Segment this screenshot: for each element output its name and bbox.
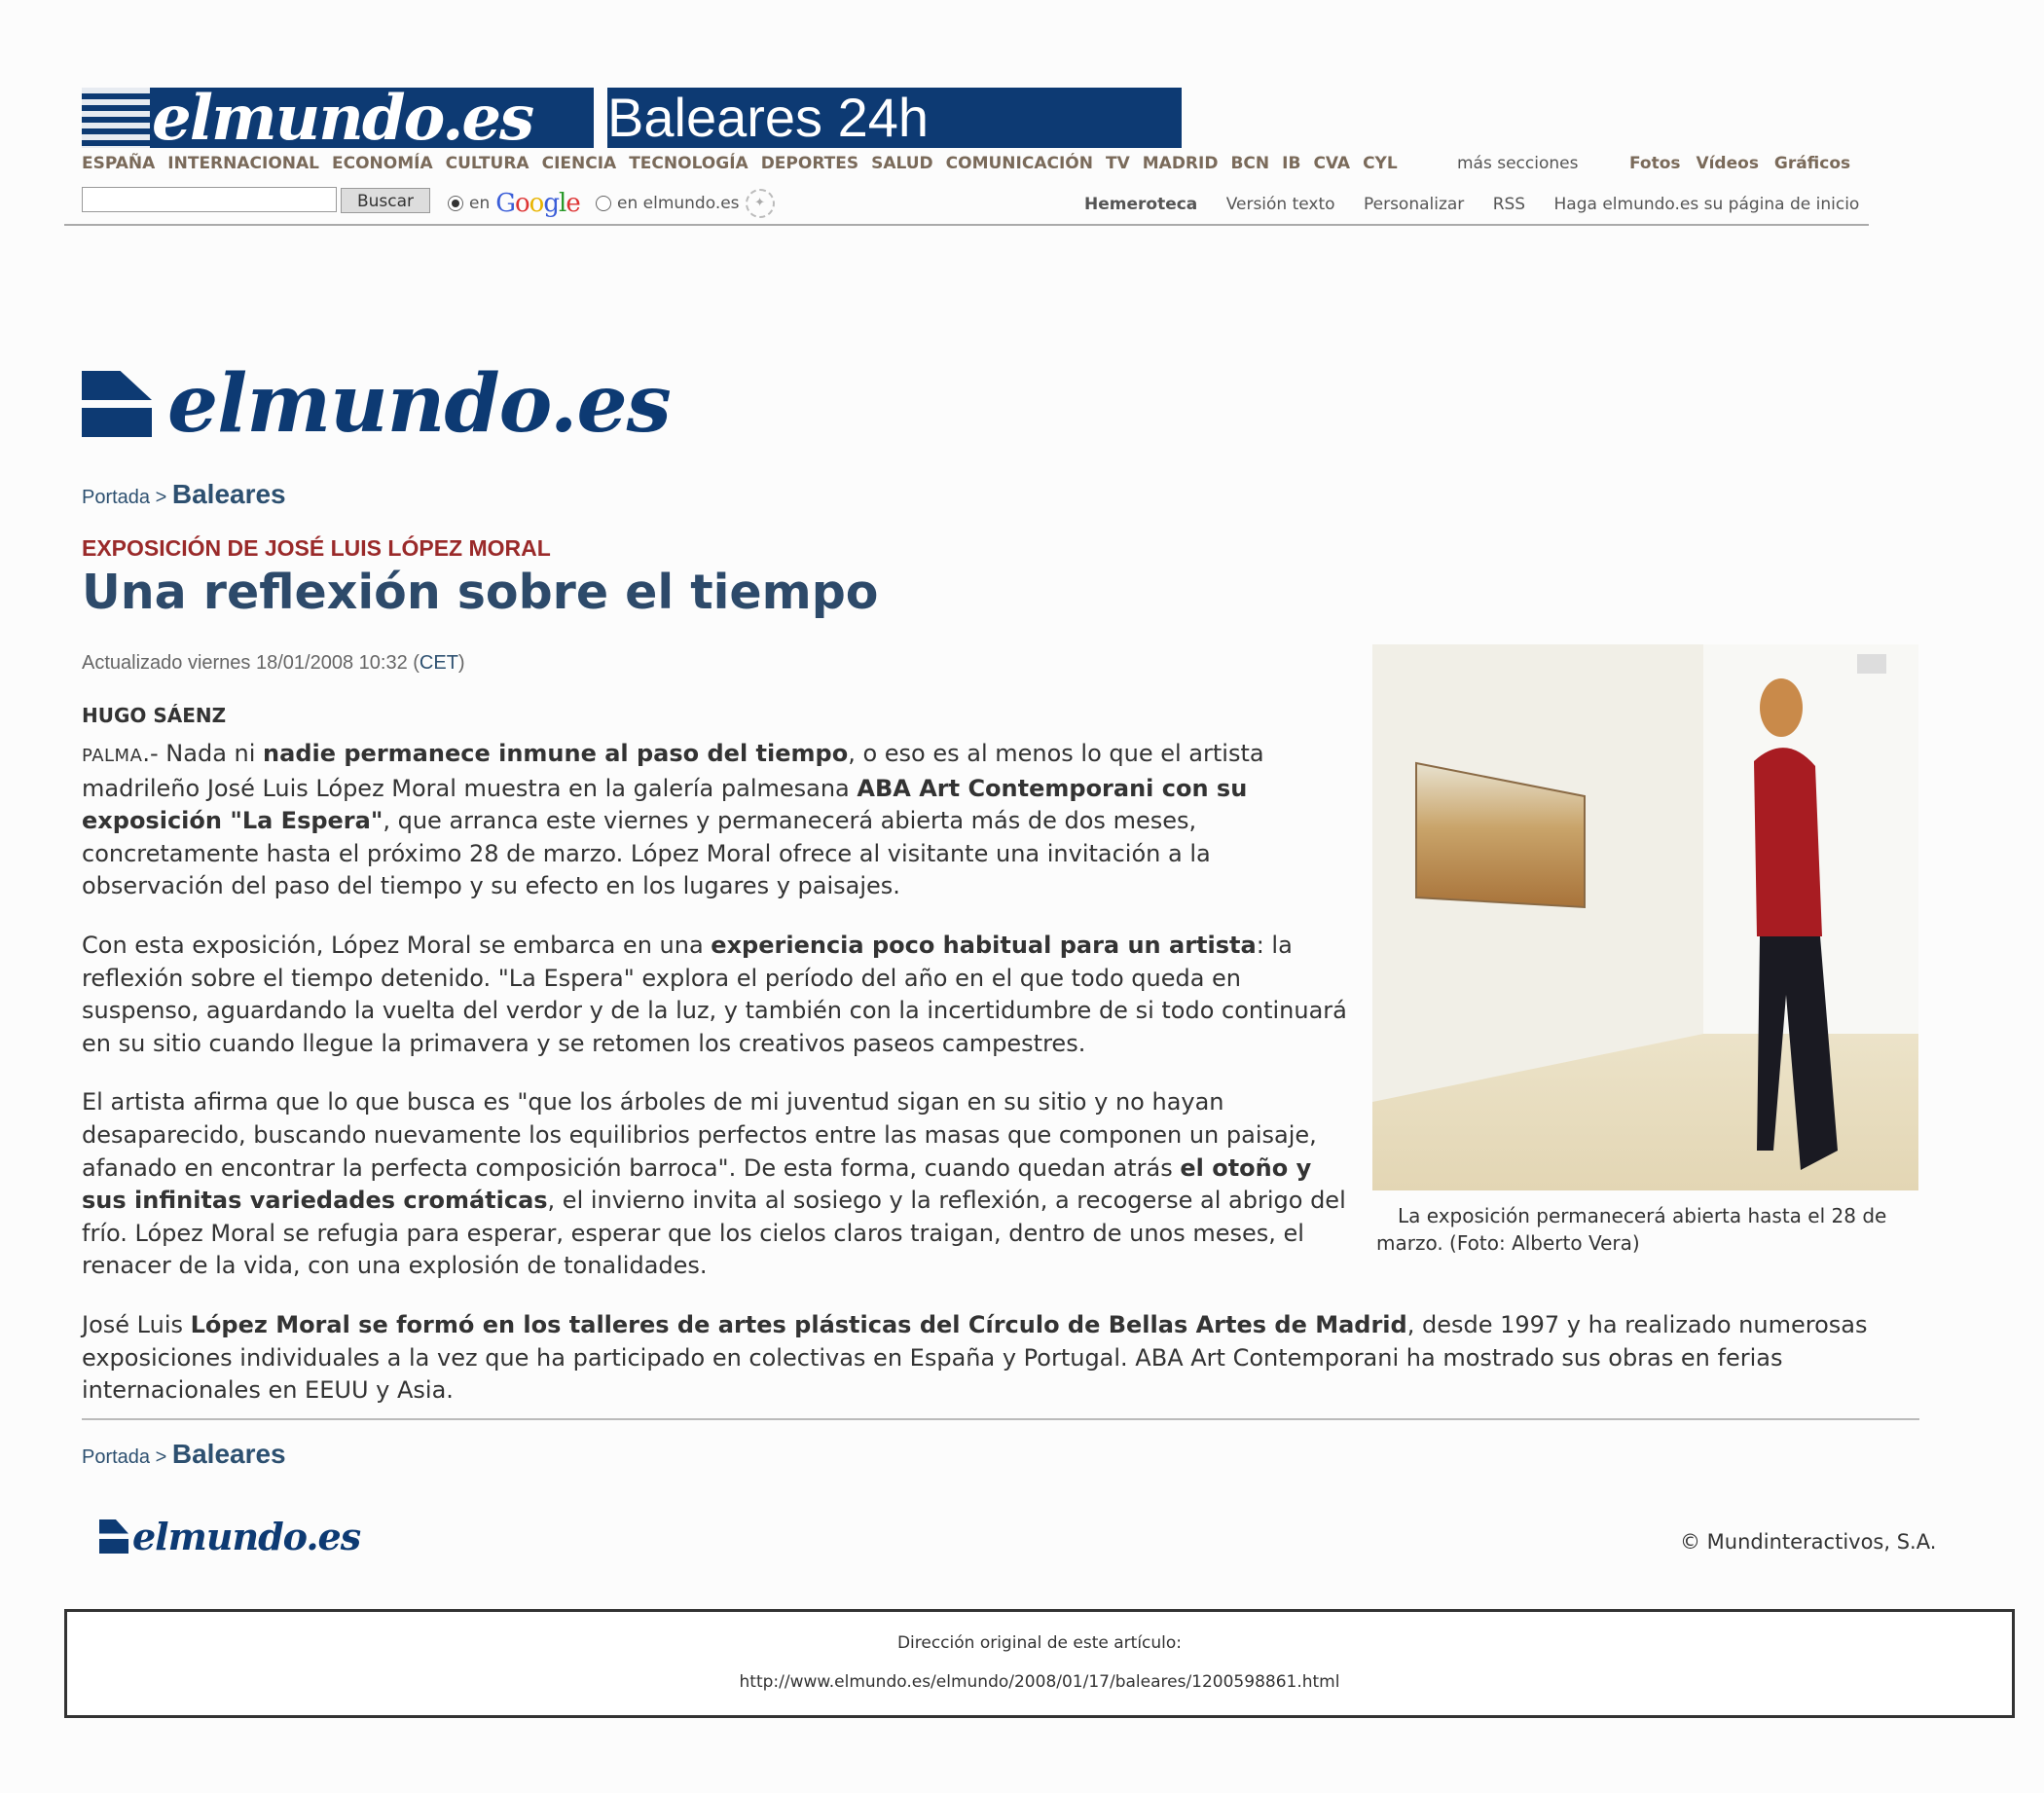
timezone-link[interactable]: CET	[419, 652, 458, 674]
article-updated	[82, 652, 465, 675]
footer-logo-text: elmundo.es	[132, 1515, 361, 1558]
personalize-link[interactable]: Personalizar	[1363, 195, 1465, 214]
article-city: PALMA	[82, 746, 143, 766]
nav-item-7[interactable]: SALUD	[871, 154, 933, 173]
search-button[interactable]: Buscar	[341, 188, 430, 213]
nav-item-9[interactable]: TV	[1105, 154, 1130, 173]
breadcrumb-home[interactable]: Portada	[82, 487, 151, 508]
elmundo-option-label: en elmundo.es	[617, 194, 740, 213]
nav-item-4[interactable]: CIENCIA	[541, 154, 617, 173]
nav-item-12[interactable]: IB	[1282, 154, 1301, 173]
text-version-link[interactable]: Versión texto	[1225, 195, 1335, 214]
nav-item-14[interactable]: CYL	[1363, 154, 1398, 173]
updated-text: Actualizado viernes 18/01/2008 10:32 (	[82, 652, 420, 674]
radio-elmundo[interactable]	[596, 196, 611, 211]
breadcrumb-home[interactable]: Portada	[82, 1446, 151, 1468]
breadcrumb-section[interactable]: Baleares	[171, 1439, 286, 1469]
homepage-link[interactable]: Haga elmundo.es su página de inicio	[1553, 195, 1860, 214]
videos-link[interactable]: Vídeos	[1696, 154, 1759, 173]
nav-item-11[interactable]: BCN	[1230, 154, 1270, 173]
nav-item-13[interactable]: CVA	[1313, 154, 1351, 173]
article-paragraph-1	[82, 738, 1347, 903]
search-option-elmundo[interactable]	[596, 189, 775, 218]
photo-caption: La exposición permanecerá abierta hasta el 28 de marzo. (Foto: Alberto Vera)	[1376, 1204, 1887, 1255]
original-url[interactable]: http://www.elmundo.es/elmundo/2008/01/17/baleares/1200598861.html	[739, 1672, 1340, 1692]
nav-item-1[interactable]: INTERNACIONAL	[167, 154, 320, 173]
breadcrumb-section[interactable]: Baleares	[171, 479, 286, 509]
nav-item-8[interactable]: COMUNICACIÓN	[945, 154, 1093, 173]
elmundo-footer-logo[interactable]	[99, 1515, 360, 1558]
original-url-label: Dirección original de este artículo:	[896, 1633, 1183, 1653]
nav-items	[82, 154, 1410, 173]
article-paragraph-3: El artista afirma que lo que busca es "que los árboles de mi juventud sigan en su sitio y no hayan desaparecido, buscando nuevamente los equilibrios perfectos entre las masas que componen un paisaje, afanado en encontrar la perfecta composición barroca". De esta forma, cuando quedan atrás el otoño y sus infinitas variedades cromáticas, el invierno invita al sosiego y la reflexión, a recogerse al abrigo del frío. López Moral se refugia para esperar, esperar que los cielos claros traigan, dentro de unos meses, el renacer de la vida, con una explosión de tonalidades.	[82, 1088, 1346, 1280]
graficos-link[interactable]: Gráficos	[1773, 154, 1851, 173]
nav-item-6[interactable]: DEPORTES	[760, 154, 859, 173]
elmundo-seal-icon: ✦	[746, 189, 775, 218]
gallery-photo-illustration	[1372, 644, 1918, 1190]
header-divider	[64, 224, 1869, 226]
section-nav	[82, 154, 1873, 177]
logo-mark-icon	[82, 371, 152, 437]
masthead-logo-text: elmundo.es	[167, 357, 671, 451]
paragraph-1-text: .- Nada ni nadie permanece inmune al paso del tiempo, o eso es al menos lo que el artista madrileño José Luis López Moral muestra en la galería palmesana ABA Art Contemporani con su exposición "La Espera", que arranca este viernes y permanecerá abierta más de dos meses, concretamente hasta el próximo 28 de marzo. López Moral ofrece al visitante una invitación a la observación del paso del tiempo y su efecto en los lugares y paisajes.	[82, 740, 1264, 900]
search-input[interactable]	[82, 187, 337, 212]
breadcrumb-separator: >	[155, 487, 167, 508]
nav-item-3[interactable]: CULTURA	[445, 154, 529, 173]
nav-item-2[interactable]: ECONOMÍA	[332, 154, 433, 173]
rss-link[interactable]: RSS	[1492, 195, 1526, 214]
hemeroteca-link[interactable]: Hemeroteca	[1084, 195, 1198, 214]
top-links	[1084, 195, 1882, 214]
breadcrumb-separator: >	[155, 1446, 167, 1468]
article-headline: Una reflexión sobre el tiempo	[82, 565, 879, 620]
article-author: HUGO SÁENZ	[82, 704, 227, 727]
header-logo-text: elmundo.es	[152, 88, 533, 148]
media-links	[1629, 154, 1860, 173]
elmundo-masthead-logo[interactable]	[82, 350, 671, 457]
copyright: © Mundinteractivos, S.A.	[1680, 1530, 1937, 1554]
radio-google[interactable]	[448, 196, 463, 211]
elmundo-header-logo[interactable]	[82, 88, 594, 148]
nav-item-0[interactable]: ESPAÑA	[82, 154, 156, 173]
logo-stripes	[82, 88, 150, 148]
article-photo[interactable]	[1372, 644, 1918, 1190]
region-banner[interactable]	[607, 88, 1182, 148]
google-option-prefix: en	[469, 194, 491, 213]
updated-suffix: )	[457, 652, 465, 674]
breadcrumb-bottom	[82, 1439, 286, 1470]
nav-item-10[interactable]: MADRID	[1142, 154, 1219, 173]
article-kicker: EXPOSICIÓN DE JOSÉ LUIS LÓPEZ MORAL	[82, 535, 551, 561]
original-url-box	[64, 1609, 2015, 1718]
more-sections-link[interactable]: más secciones	[1457, 154, 1579, 173]
fotos-link[interactable]: Fotos	[1629, 154, 1681, 173]
nav-item-5[interactable]: TECNOLOGÍA	[629, 154, 748, 173]
footer-divider	[82, 1418, 1919, 1420]
footer-logo-mark-icon	[99, 1519, 128, 1555]
article-paragraph-2: Con esta exposición, López Moral se embarca en una experiencia poco habitual para un artista: la reflexión sobre el tiempo detenido. "La Espera" explora el período del año en el que todo queda en suspenso, aguardando la vuelta del verdor y de la luz, y también con la incertidumbre de si todo continuará en su sitio cuando llegue la primavera y se retomen los creativos paseos campestres.	[82, 931, 1347, 1057]
google-logo: Google	[495, 189, 580, 218]
region-banner-text: Baleares 24h	[607, 87, 930, 148]
breadcrumb	[82, 479, 286, 510]
article-paragraph-4: José Luis López Moral se formó en los talleres de artes plásticas del Círculo de Bellas Artes de Madrid, desde 1997 y ha realizado numerosas exposiciones individuales a la vez que ha participado en colectivas en España y Portugal. ABA Art Contemporani ha mostrado sus obras en ferias internacionales en EEUU y Asia.	[82, 1310, 1868, 1405]
search-option-google[interactable]	[448, 189, 580, 218]
